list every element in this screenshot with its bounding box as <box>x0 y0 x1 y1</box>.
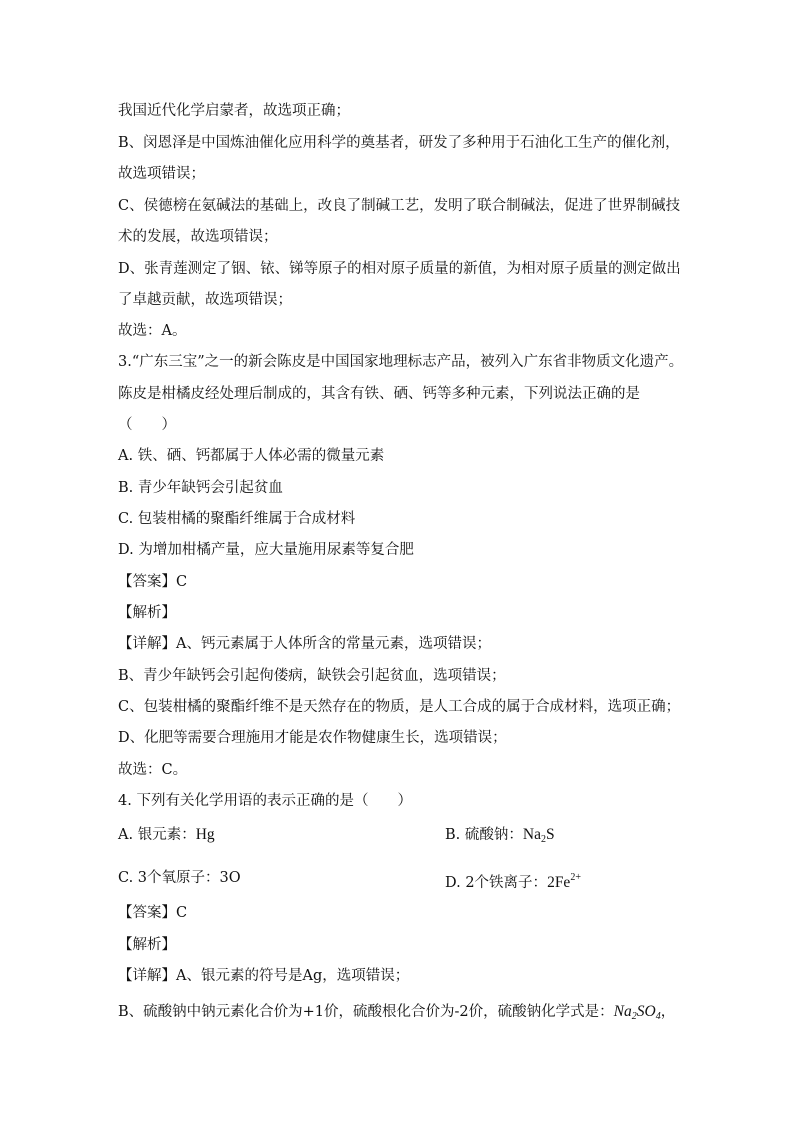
q4-analysis-label: 【解析】 <box>118 937 176 953</box>
q4-detail-a: 【详解】A、银元素的符号是Ag，选项错误； <box>118 968 410 984</box>
detail-line: 故选：C。 <box>118 762 188 778</box>
question-3-bracket: （ ） <box>118 417 176 433</box>
detail-line: 【详解】A、钙元素属于人体所含的常量元素，选项错误； <box>118 636 491 652</box>
answer-label: 【答案】C <box>118 574 188 590</box>
q4-option-d-formula: $2Fe^{2+}$ <box>547 872 581 891</box>
question-3-stem: 3.“广东三宝”之一的新会陈皮是中国国家地理标志产品，被列入广东省非物质文化遗产。 <box>118 354 684 370</box>
text-line: 了卓越贡献，故选项错误； <box>118 292 292 308</box>
text-line: C、侯德榜在氨碱法的基础上，改良了制碱工艺，发明了联合制碱法，促进了世界制碱技 <box>118 198 681 214</box>
q4-option-d-label: D. 2个铁离子： <box>445 875 548 891</box>
option-b: B. 青少年缺钙会引起贫血 <box>118 480 283 496</box>
q4-option-d <box>445 868 581 893</box>
q4-detail-b: B、硫酸钠中钠元素化合价为+1价，硫酸根化合价为-2价，硫酸钠化学式是：$Na_2SO_4$， <box>118 1003 676 1022</box>
q4-option-b <box>445 825 555 850</box>
q4-option-b-formula: $Na_2S$ <box>522 826 555 845</box>
question-4-stem: 4. 下列有关化学用语的表示正确的是（ ） <box>118 793 412 809</box>
sodium-sulfate-formula: $Na_2SO_4$ <box>613 1003 661 1022</box>
option-d: D. 为增加柑橘产量，应大量施用尿素等复合肥 <box>118 542 414 558</box>
question-3-stem: 陈皮是柑橘皮经处理后制成的，其含有铁、硒、钙等多种元素，下列说法正确的是 <box>118 386 640 402</box>
q4-option-b-label: B. 硫酸钠： <box>445 827 523 843</box>
text-line: 术的发展，故选项错误； <box>118 229 278 245</box>
q4-option-a-formula: Hg <box>195 826 215 843</box>
text-line: B、闵恩泽是中国炼油催化应用科学的奠基者，研发了多种用于石油化工生产的催化剂， <box>118 135 680 151</box>
q4-option-a-label: A. 银元素： <box>118 827 196 843</box>
detail-line: D、化肥等需要合理施用才能是农作物健康生长，选项错误； <box>118 730 507 746</box>
q4-option-c: C. 3个氧原子：3O <box>118 870 241 886</box>
text-line: 故选项错误； <box>118 166 205 182</box>
detail-line: C、包装柑橘的聚酯纤维不是天然存在的物质，是人工合成的属于合成材料，选项正确； <box>118 699 681 715</box>
analysis-label: 【解析】 <box>118 605 176 621</box>
q4-answer-label: 【答案】C <box>118 905 188 921</box>
text-line: 故选：A。 <box>118 323 187 339</box>
text-line: D、张青莲测定了铟、铱、锑等原子的相对原子质量的新值，为相对原子质量的测定做出 <box>118 261 681 277</box>
option-a: A. 铁、硒、钙都属于人体必需的微量元素 <box>118 448 385 464</box>
option-c: C. 包装柑橘的聚酯纤维属于合成材料 <box>118 511 356 527</box>
q4-option-a <box>118 825 215 845</box>
detail-line: B、青少年缺钙会引起佝偻病，缺铁会引起贫血，选项错误； <box>118 668 506 684</box>
text-line: 我国近代化学启蒙者，故选项正确； <box>118 103 350 119</box>
